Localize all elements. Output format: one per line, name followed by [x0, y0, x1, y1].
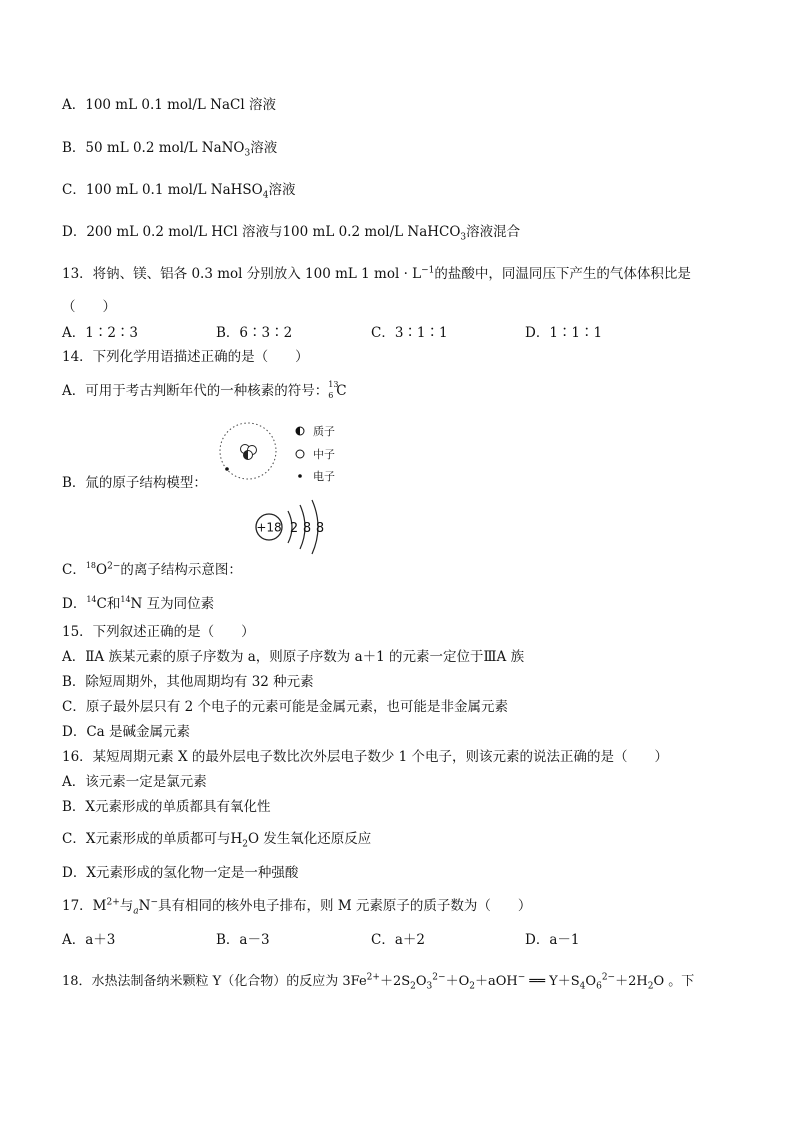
atom-model-diagram	[208, 416, 358, 496]
shell-3-count: 8	[315, 521, 325, 536]
q15-stem: 15．下列叙述正确的是（ ）	[62, 624, 255, 640]
q13-option-c: C．3∶1∶1	[371, 325, 448, 341]
q15-option-b: B．除短周期外，其他周期均有 32 种元素	[62, 674, 314, 690]
neutron-legend-icon	[296, 450, 304, 458]
q17-option-d: D．a－1	[525, 932, 580, 948]
electron-legend-icon	[298, 474, 302, 478]
q16-option-a: A．该元素一定是氯元素	[62, 774, 207, 790]
q14-option-b: B．氚的原子结构模型：	[62, 475, 207, 491]
legend-neutron: 中子	[313, 448, 335, 461]
q14-option-d: D．$^{14}$C和$^{14}$N 互为同位素	[62, 595, 215, 612]
q16-stem: 16．某短周期元素 X 的最外层电子数比次外层电子数少 1 个电子，则该元素的说法正确的是（ ）	[62, 749, 669, 765]
q17-option-a: A．a＋3	[62, 932, 116, 948]
shell-1-count: 2	[289, 521, 299, 536]
legend-proton: 质子	[313, 425, 335, 438]
q15-option-c: C．原子最外层只有 2 个电子的元素可能是金属元素，也可能是非金属元素	[62, 699, 509, 715]
q16-option-b: B．X元素形成的单质都具有氧化性	[62, 799, 271, 815]
q14-option-c: C．$^{18}O^{2-}$的离子结构示意图：	[62, 561, 242, 578]
q13-stem: 13．将钠、镁、铝各 0.3 mol 分别放入 100 mL 1 mol · $L^{-1}$的盐酸中，同温同压下产生的气体体积比是	[62, 265, 691, 282]
q14-stem: 14．下列化学用语描述正确的是（ ）	[62, 349, 309, 365]
q17-option-b: B．a－3	[216, 932, 270, 948]
q18-stem: 18．水热法制备纳米颗粒 Y（化合物）的反应为 $3Fe^{2+}+2S_2O_3^{2-}+O_2+aOH^-$ ══ $Y+S_4O_6^{2-}+2H_2O$ 。下	[62, 972, 695, 992]
q16-option-d: D．X元素形成的氢化物一定是一种强酸	[62, 865, 299, 881]
q15-option-d: D．Ca 是碱金属元素	[62, 724, 190, 740]
q14-option-a: A．可用于考古判断年代的一种核素的符号： 13 6 C	[62, 380, 347, 400]
q15-option-a: A．ⅡA 族某元素的原子序数为 a，则原子序数为 a＋1 的元素一定位于ⅢA 族	[62, 649, 525, 665]
q16-option-c: C．X元素形成的单质都可与$H_2O$ 发生氧化还原反应	[62, 831, 372, 850]
legend-electron: 电子	[313, 470, 335, 483]
ion-structure-diagram	[250, 497, 340, 557]
q13-paren: （ ）	[62, 299, 116, 315]
shell-2-count: 8	[302, 521, 312, 536]
isotope-notation: 13 6	[328, 380, 339, 400]
q17-option-c: C．a＋2	[371, 932, 425, 948]
q13-option-a: A．1∶2∶3	[62, 325, 139, 341]
nucleus-charge: +18	[256, 520, 282, 535]
q12-option-c: C．100 mL 0.1 mol/L NaHSO$_4$溶液	[62, 182, 296, 201]
q17-stem: 17．$M^{2+}$与$_a$N−具有相同的核外电子排布，则 M 元素原子的质子数为（ ）	[62, 897, 532, 917]
q13-option-d: D．1∶1∶1	[525, 325, 603, 341]
q12-option-b: B．50 mL 0.2 mol/L NaNO$_3$溶液	[62, 140, 278, 159]
q12-option-a: A．100 mL 0.1 mol/L NaCl 溶液	[62, 97, 276, 113]
q12-option-d: D．200 mL 0.2 mol/L HCl 溶液与100 mL 0.2 mol/L NaHCO$_3$溶液混合	[62, 224, 521, 243]
q13-option-b: B．6∶3∶2	[216, 325, 293, 341]
